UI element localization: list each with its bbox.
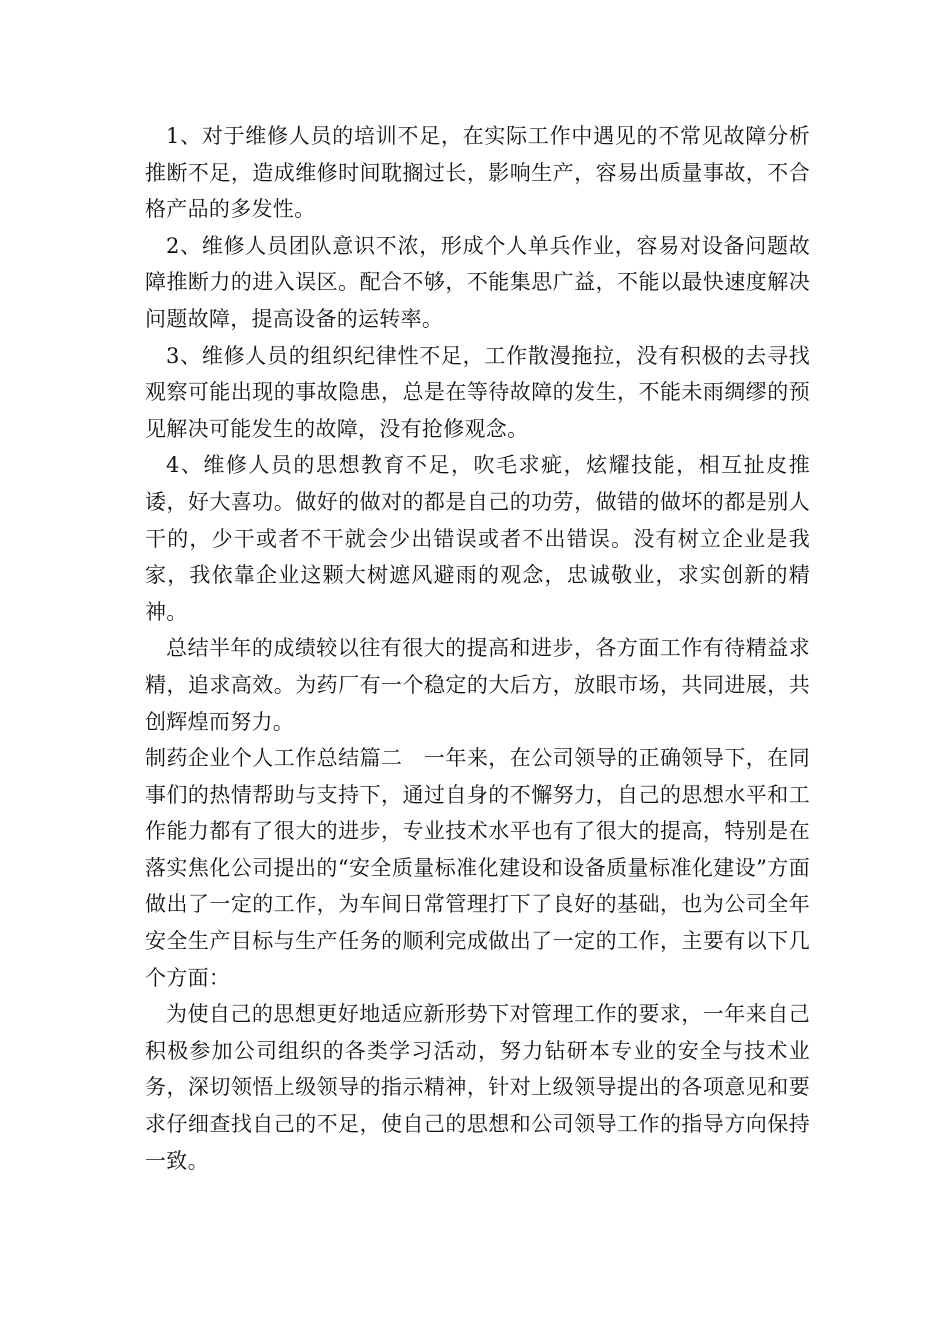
paragraph-thought-alignment: 为使自己的思想更好地适应新形势下对管理工作的要求，一年来自己积极参加公司组织的各类学习活动，努力钻研本专业的安全与技术业务，深切领悟上级领导的指示精神，针对上级领导提出的各项意见和要求仔细查找自己的不足，使自己的思想和公司领导工作的指导方向保持一致。 [145,1002,810,1173]
paragraph-team-awareness: 2、维修人员团队意识不浓，形成个人单兵作业，容易对设备问题故障推断力的进入误区。配合不够，不能集思广益，不能以最快速度解决问题故障，提高设备的运转率。 [145,233,810,331]
paragraph-half-year-summary: 总结半年的成绩较以往有很大的提高和进步，各方面工作有待精益求精，追求高效。为药厂有一个稳定的大后方，放眼市场，共同进展，共创辉煌而努力。 [145,636,810,734]
paragraph-discipline: 3、维修人员的组织纪律性不足，工作散漫拖拉，没有积极的去寻找观察可能出现的事故隐患，总是在等待故障的发生，不能未雨绸缪的预见解决可能发生的故障，没有抢修观念。 [145,343,810,441]
paragraph-part-two-intro: 制药企业个人工作总结篇二 一年来，在公司领导的正确领导下，在同事们的热情帮助与支持下，通过自身的不懈努力，自己的思想水平和工作能力都有了很大的进步，专业技术水平也有了很大的提高，特别是在落实焦化公司提出的“安全质量标准化建设和设备质量标准化建设”方面做出了一定的工作，为车间日常管理打下了良好的基础，也为公司全年安全生产目标与生产任务的顺利完成做出了一定的工作，主要有以下几个方面： [145,746,810,990]
paragraph-ideological-education: 4、维修人员的思想教育不足，吹毛求疵，炫耀技能，相互扯皮推诿，好大喜功。做好的做对的都是自己的功劳，做错的做坏的都是别人干的，少干或者不干就会少出错误或者不出错误。没有树立企业是我家，我依靠企业这颗大树遮风避雨的观念，忠诚敬业，求实创新的精神。 [145,453,810,624]
document-body [145,118,810,1179]
paragraph-maintenance-training: 1、对于维修人员的培训不足，在实际工作中遇见的不常见故障分析推断不足，造成维修时间耽搁过长，影响生产，容易出质量事故，不合格产品的多发性。 [145,124,810,222]
